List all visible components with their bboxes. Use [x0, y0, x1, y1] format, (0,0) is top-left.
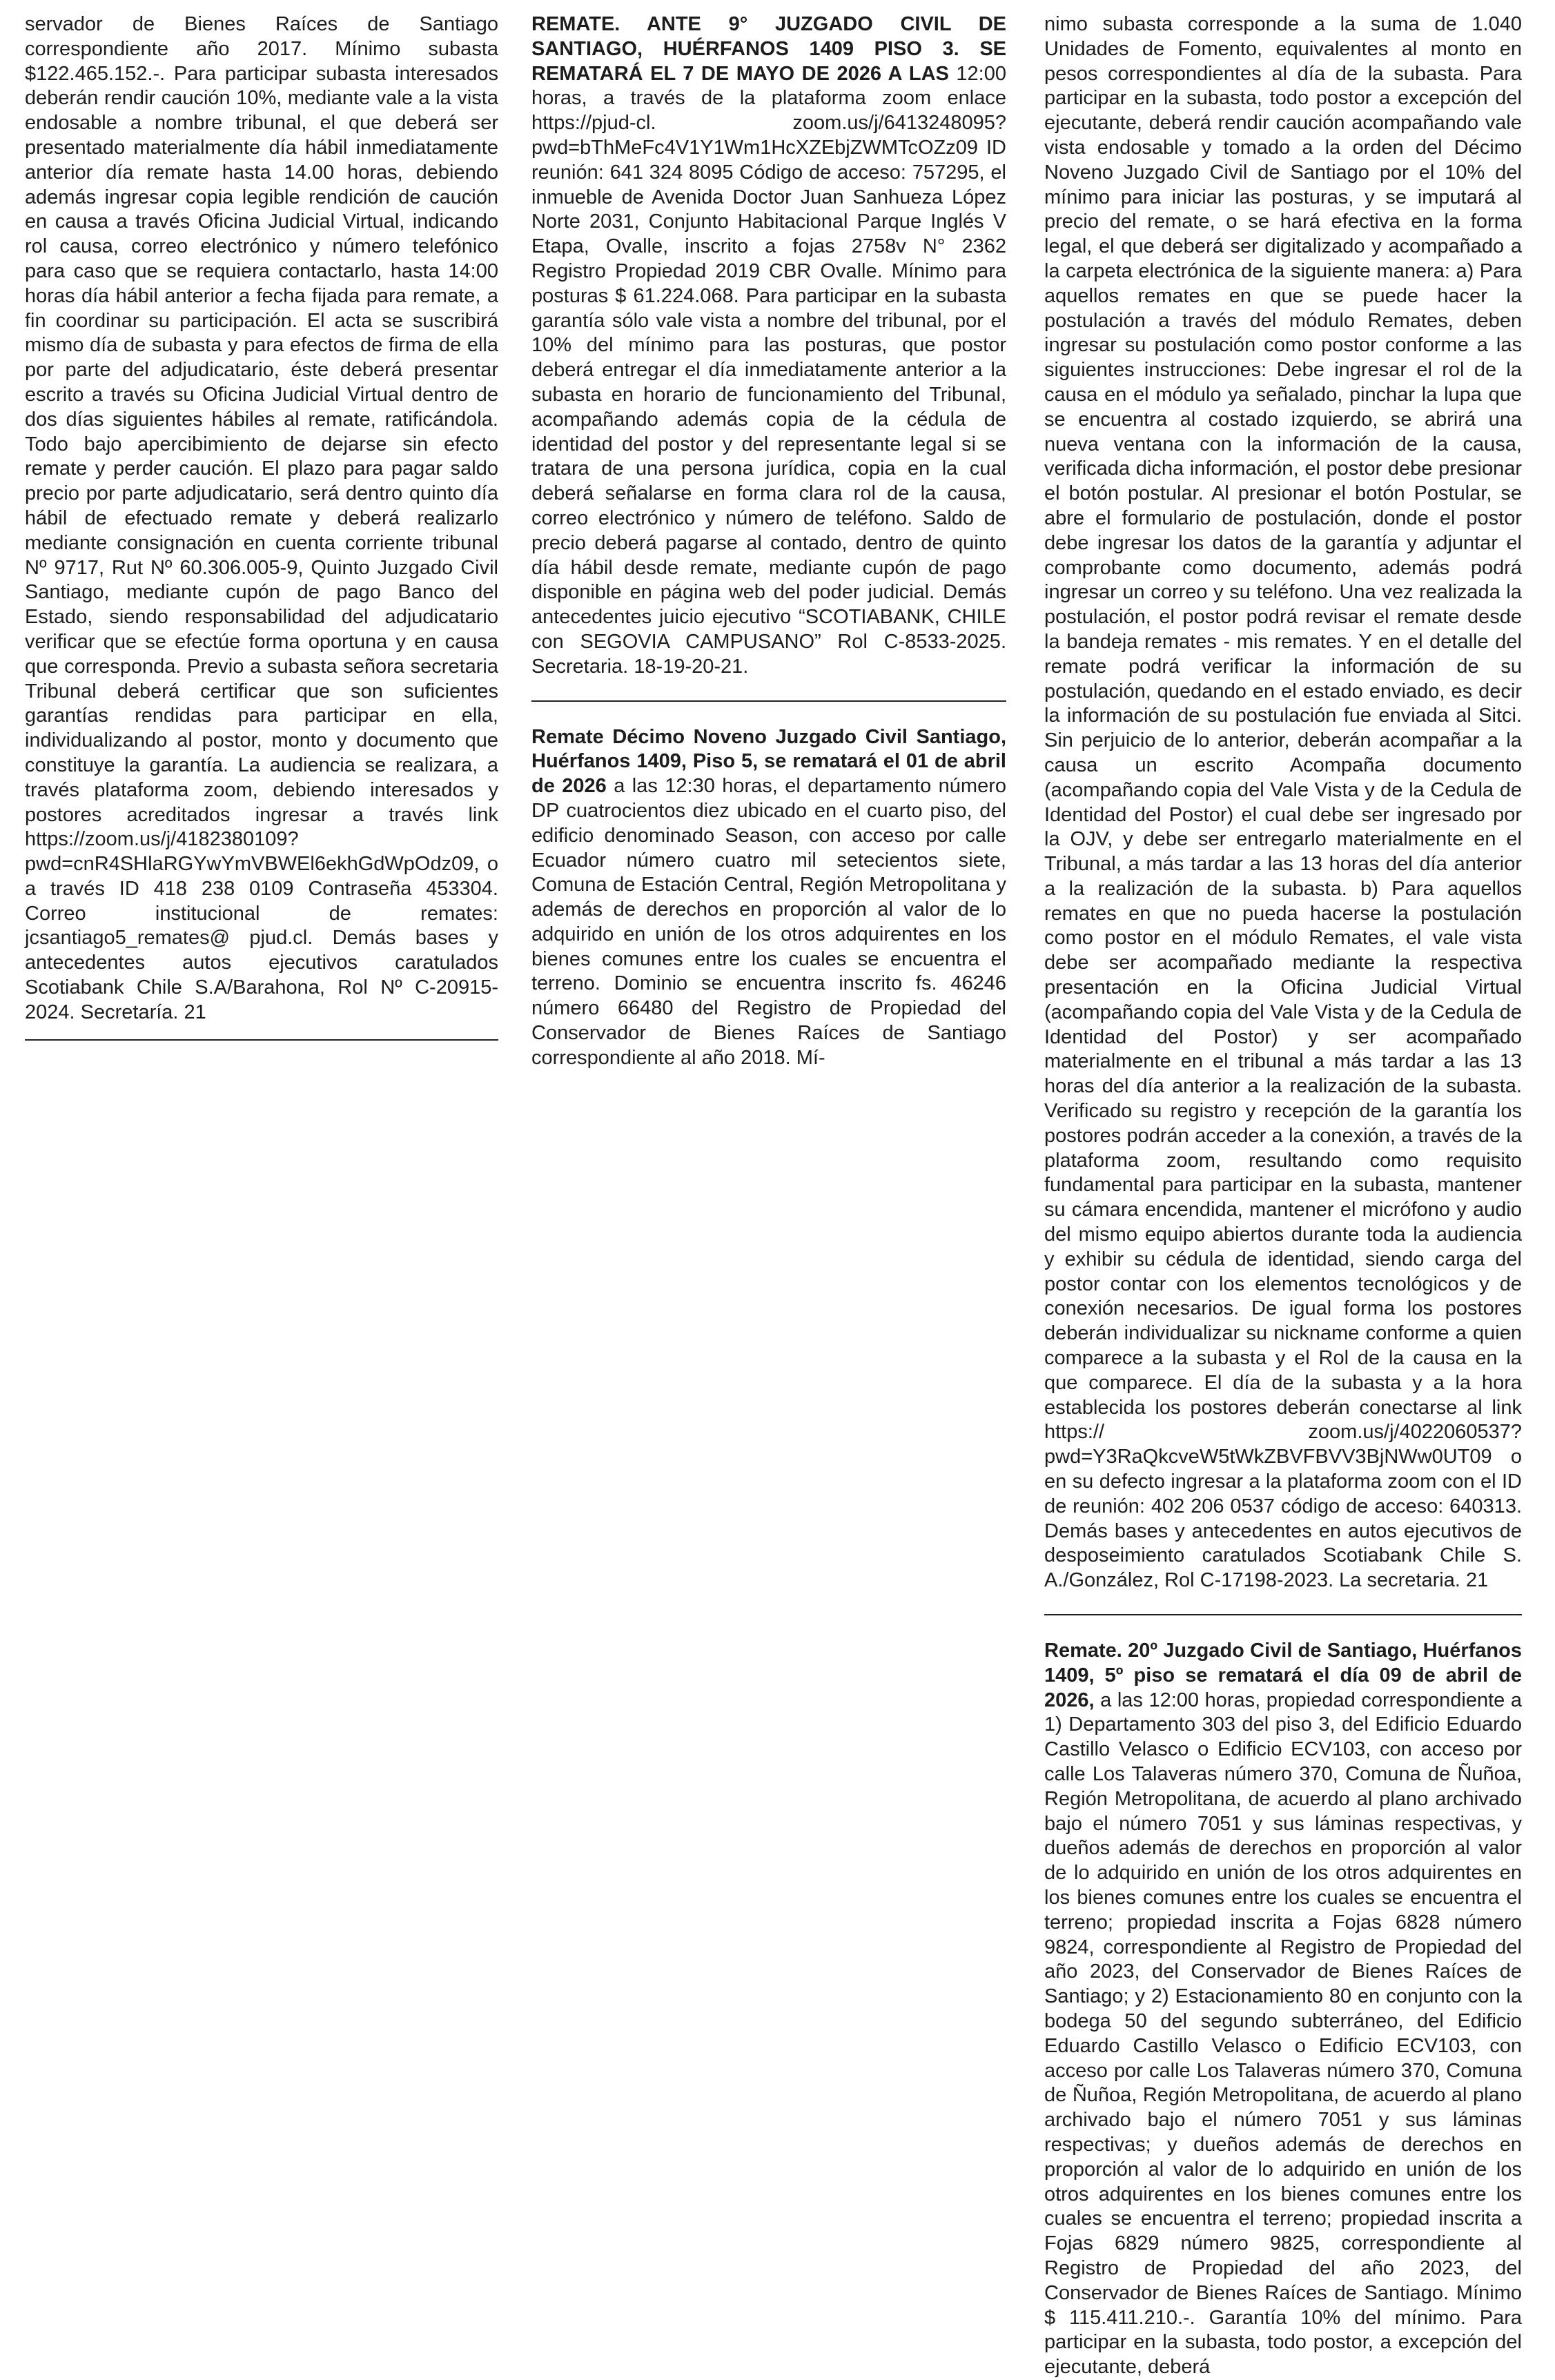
notice-decimo-noveno-juzgado	[531, 725, 1006, 1071]
notice-body-text: a las 12:30 horas, el departamento número DP cuatrocientos diez ubicado en el cuarto piso, del edificio denominado Season, con acceso por calle Ecuador número cuatro mil setecientos siete, Comuna de Estación Central, Región Metropolitana y además de derechos en proporción al valor de lo adquirido en unión de los otros adquirentes en los bienes comunes entre los cuales se encuentra el terreno. Dominio se encuentra inscrito fs. 46246 número 66480 del Registro de Propiedad del Conservador de Bienes Raíces de Santiago correspondiente al año 2018. Mí-	[531, 775, 1006, 1069]
column-2	[531, 12, 1006, 1071]
notice-divider	[531, 700, 1006, 702]
notice-body	[531, 725, 1006, 1071]
notice-heading: REMATE. ANTE 9° JUZGADO CIVIL DE SANTIAGO, HUÉRFANOS 1409 PISO 3. SE REMATARÁ EL 7 DE MAYO DE 2026 A LAS	[531, 13, 1006, 85]
notice-divider	[1044, 1614, 1522, 1615]
notice-body-text: a las 12:00 horas, propiedad correspondiente a 1) Departamento 303 del piso 3, del Edificio Eduardo Castillo Velasco o Edificio ECV103, con acceso por calle Los Talaveras número 370, Comuna de Ñuñoa, Región Metropolitana, de acuerdo al plano archivado bajo el número 7051 y sus láminas respectivas, y dueños además de derechos en proporción al valor de lo adquirido en unión de los otros adquirentes en los bienes comunes entre los cuales se encuentra el terreno; propiedad inscrita a Fojas 6828 número 9824, correspondiente al Registro de Propiedad del año 2023, del Conservador de Bienes Raíces de Santiago; y 2) Estacionamiento 80 en conjunto con la bodega 50 del segundo subterráneo, del Edificio Eduardo Castillo Velasco o Edificio ECV103, con acceso por calle Los Talaveras número 370, Comuna de Ñuñoa, Región Metropolitana, de acuerdo al plano archivado bajo el número 7051 y sus láminas respectivas; y dueños además de derechos en proporción al valor de lo adquirido en unión de los otros adquirentes en los bienes comunes entre los cuales se encuentra el terreno; propiedad inscrita a Fojas 6829 número 9825, correspondiente al Registro de Propiedad del año 2023, del Conservador de Bienes Raíces de Santiago. Mínimo $ 115.411.210.-. Garantía 10% del mínimo. Para participar en la subasta, todo postor, a excepción del ejecutante, deberá	[1044, 1689, 1522, 2379]
notice-vigesimo-juzgado	[1044, 1639, 1522, 2380]
notice-heading: Remate Décimo Noveno Juzgado Civil Santiago, Huérfanos 1409, Piso 5, se rematará el 01 de abril de 2026	[531, 725, 1006, 798]
notice-body-text: nimo subasta corresponde a la suma de 1.040 Unidades de Fomento, equivalentes al monto en pesos correspondientes al día de la subasta. Para participar en la subasta, todo postor a excepción del ejecutante, deberá rendir caución acompañando vale vista endosable y tomado a la orden del Décimo Noveno Juzgado Civil de Santiago por el 10% del mínimo para iniciar las posturas, y se imputará al precio del remate, o se hará efectiva en la forma legal, el que deberá ser digitalizado y acompañado a la carpeta electrónica de la siguiente manera: a) Para aquellos remates en que se puede hacer la postulación a través del módulo Remates, deben ingresar su postulación como postor conforme a las siguientes instrucciones: Debe ingresar el rol de la causa en el módulo ya señalado, pinchar la lupa que se encuentra al costado izquierdo, se abrirá una nueva ventana con la información de la causa, verificada dicha información, el postor debe presionar el botón postular. Al presionar el botón Postular, se abre el formulario de postulación, donde el postor debe ingresar los datos de la garantía y adjuntar el comprobante como documento, además podrá ingresar un correo y su teléfono. Una vez realizada la postulación, el postor podrá revisar el remate desde la bandeja remates - mis remates. Y en el detalle del remate podrá verificar la información de su postulación, quedando en el estado enviado, es decir la información de su postulación fue enviada al Sitci. Sin perjuicio de lo anterior, deberán acompañar a la causa un escrito Acompaña documento (acompañando copia del Vale Vista y de la Cedula de Identidad del Postor) el cual debe ser ingresado por la OJV, y debe ser entregarlo materialmente en el Tribunal, a más tardar a las 13 horas del día anterior a la realización de la subasta. b) Para aquellos remates en que no pueda hacerse la postulación como postor en el módulo Remates, el vale vista debe ser acompañado mediante la respectiva presentación en la Oficina Judicial Virtual (acompañando copia del Vale Vista y de la Cedula de Identidad del Postor) y ser acompañado materialmente en el tribunal a más tardar a las 13 horas del día anterior a la realización de la subasta. Verificado su registro y recepción de la garantía los postores podrán acceder a la conexión, a través de la plataforma zoom, resultando como requisito fundamental para participar en la subasta, mantener su cámara encendida, mantener el micrófono y audio del mismo equipo abiertos durante toda la audiencia y exhibir su cédula de identidad, siendo carga del postor contar con los elementos tecnológicos y de conexión necesarios. De igual forma los postores deberán individualizar su nickname conforme a quien comparece a la subasta y el Rol de la causa en la que comparece. El día de la subasta y a la hora establecida los postores deberán conectarse al link https:// zoom.us/j/4022060537?pwd=Y3RaQkcveW5tWkZBVFBVV3BjNWw0UT09 o en su defecto ingresar a la plataforma zoom con el ID de reunión: 402 206 0537 código de acceso: 640313. Demás bases y antecedentes en autos ejecutivos de desposeimiento caratulados Scotiabank Chile S. A./González, Rol C-17198-2023. La secretaria. 21	[1044, 13, 1522, 1592]
notice-noveno-juzgado	[531, 12, 1006, 680]
notice-body-text: servador de Bienes Raíces de Santiago correspondiente año 2017. Mínimo subasta $122.465.152.-. Para participar subasta interesados deberán rendir caución 10%, mediante vale a la vista endosable a nombre tribunal, el que deberá ser presentado materialmente día hábil inmediatamente anterior día remate hasta 14.00 horas, debiendo además ingresar copia legible rendición de caución en causa a través Oficina Judicial Virtual, indicando rol causa, correo electrónico y número telefónico para caso que se requiera contactarlo, hasta 14:00 horas día hábil anterior a fecha fijada para remate, a fin coordinar su participación. El acta se suscribirá mismo día de subasta y para efectos de firma de ella por parte del adjudicatario, éste deberá presentar escrito a través su Oficina Judicial Virtual dentro de dos días siguientes hábiles al remate, ratificándola. Todo bajo apercibimiento de dejarse sin efecto remate y perder caución. El plazo para pagar saldo precio por parte adjudicatario, será dentro quinto día hábil de efectuado remate y deberá realizarlo mediante consignación en cuenta corriente tribunal Nº 9717, Rut Nº 60.306.005-9, Quinto Juzgado Civil Santiago, mediante cupón de pago Banco del Estado, siendo responsabilidad del adjudicatario verificar que se efectúe forma oportuna y en causa que corresponda. Previo a subasta señora secretaria Tribunal deberá certificar que son suficientes garantías rendidas para participar en ella, individualizando al postor, monto y documento que constituye la garantía. La audiencia se realizara, a través plataforma zoom, debiendo interesados y postores acreditados ingresar a través link https://zoom.us/j/4182380109?pwd=cnR4SHlaRGYwYmVBWEl6ekhGdWpOdz09, o a través ID 418 238 0109 Contraseña 453304. Correo institucional de remates: jcsantiago5_remates@ pjud.cl. Demás bases y antecedentes autos ejecutivos caratulados Scotiabank Chile S.A/Barahona, Rol Nº C-20915-2024. Secretaría. 21	[25, 13, 498, 1023]
notice-heading: Remate. 20º Juzgado Civil de Santiago, Huérfanos 1409, 5º piso se rematará el día 09 de abril de 2026,	[1044, 1640, 1522, 1711]
column-3	[1044, 12, 1522, 2380]
notice-decimo-noveno-juzgado-continuation	[1044, 12, 1522, 1593]
notice-quinto-juzgado-continuation	[25, 12, 498, 1025]
notice-divider	[25, 1039, 498, 1041]
notice-body	[1044, 12, 1522, 1593]
notice-body	[531, 12, 1006, 680]
notice-body-text: 12:00 horas, a través de la plataforma zoom enlace https://pjud-cl. zoom.us/j/6413248095? pwd=bThMeFc4V1Y1Wm1HcXZEbjZWMTcOZz09 ID reunión: 641 324 8095 Código de acceso: 757295, el inmueble de Avenida Doctor Juan Sanhueza López Norte 2031, Conjunto Habitacional Parque Inglés V Etapa, Ovalle, inscrito a fojas 2758v N° 2362 Registro Propiedad 2019 CBR Ovalle. Mínimo para posturas $ 61.224.068. Para participar en la subasta garantía sólo vale vista a nombre del tribunal, por el 10% del mínimo para las posturas, que postor deberá entregar el día inmediatamente anterior a la subasta en horario de funcionamiento del Tribunal, acompañando además copia de la cédula de identidad del postor y del representante legal si se tratara de una persona jurídica, copia en la cual deberá señalarse en forma clara rol de la causa, correo electrónico y número de teléfono. Saldo de precio deberá pagarse al contado, dentro de quinto día hábil desde remate, mediante cupón de pago disponible en página web del poder judicial. Demás antecedentes juicio ejecutivo “SCOTIABANK, CHILE con SEGOVIA CAMPUSANO” Rol C-8533-2025. Secretaria. 18-19-20-21.	[531, 62, 1006, 678]
notice-body	[1044, 1639, 1522, 2380]
column-1	[25, 12, 498, 1064]
notice-body	[25, 12, 498, 1025]
